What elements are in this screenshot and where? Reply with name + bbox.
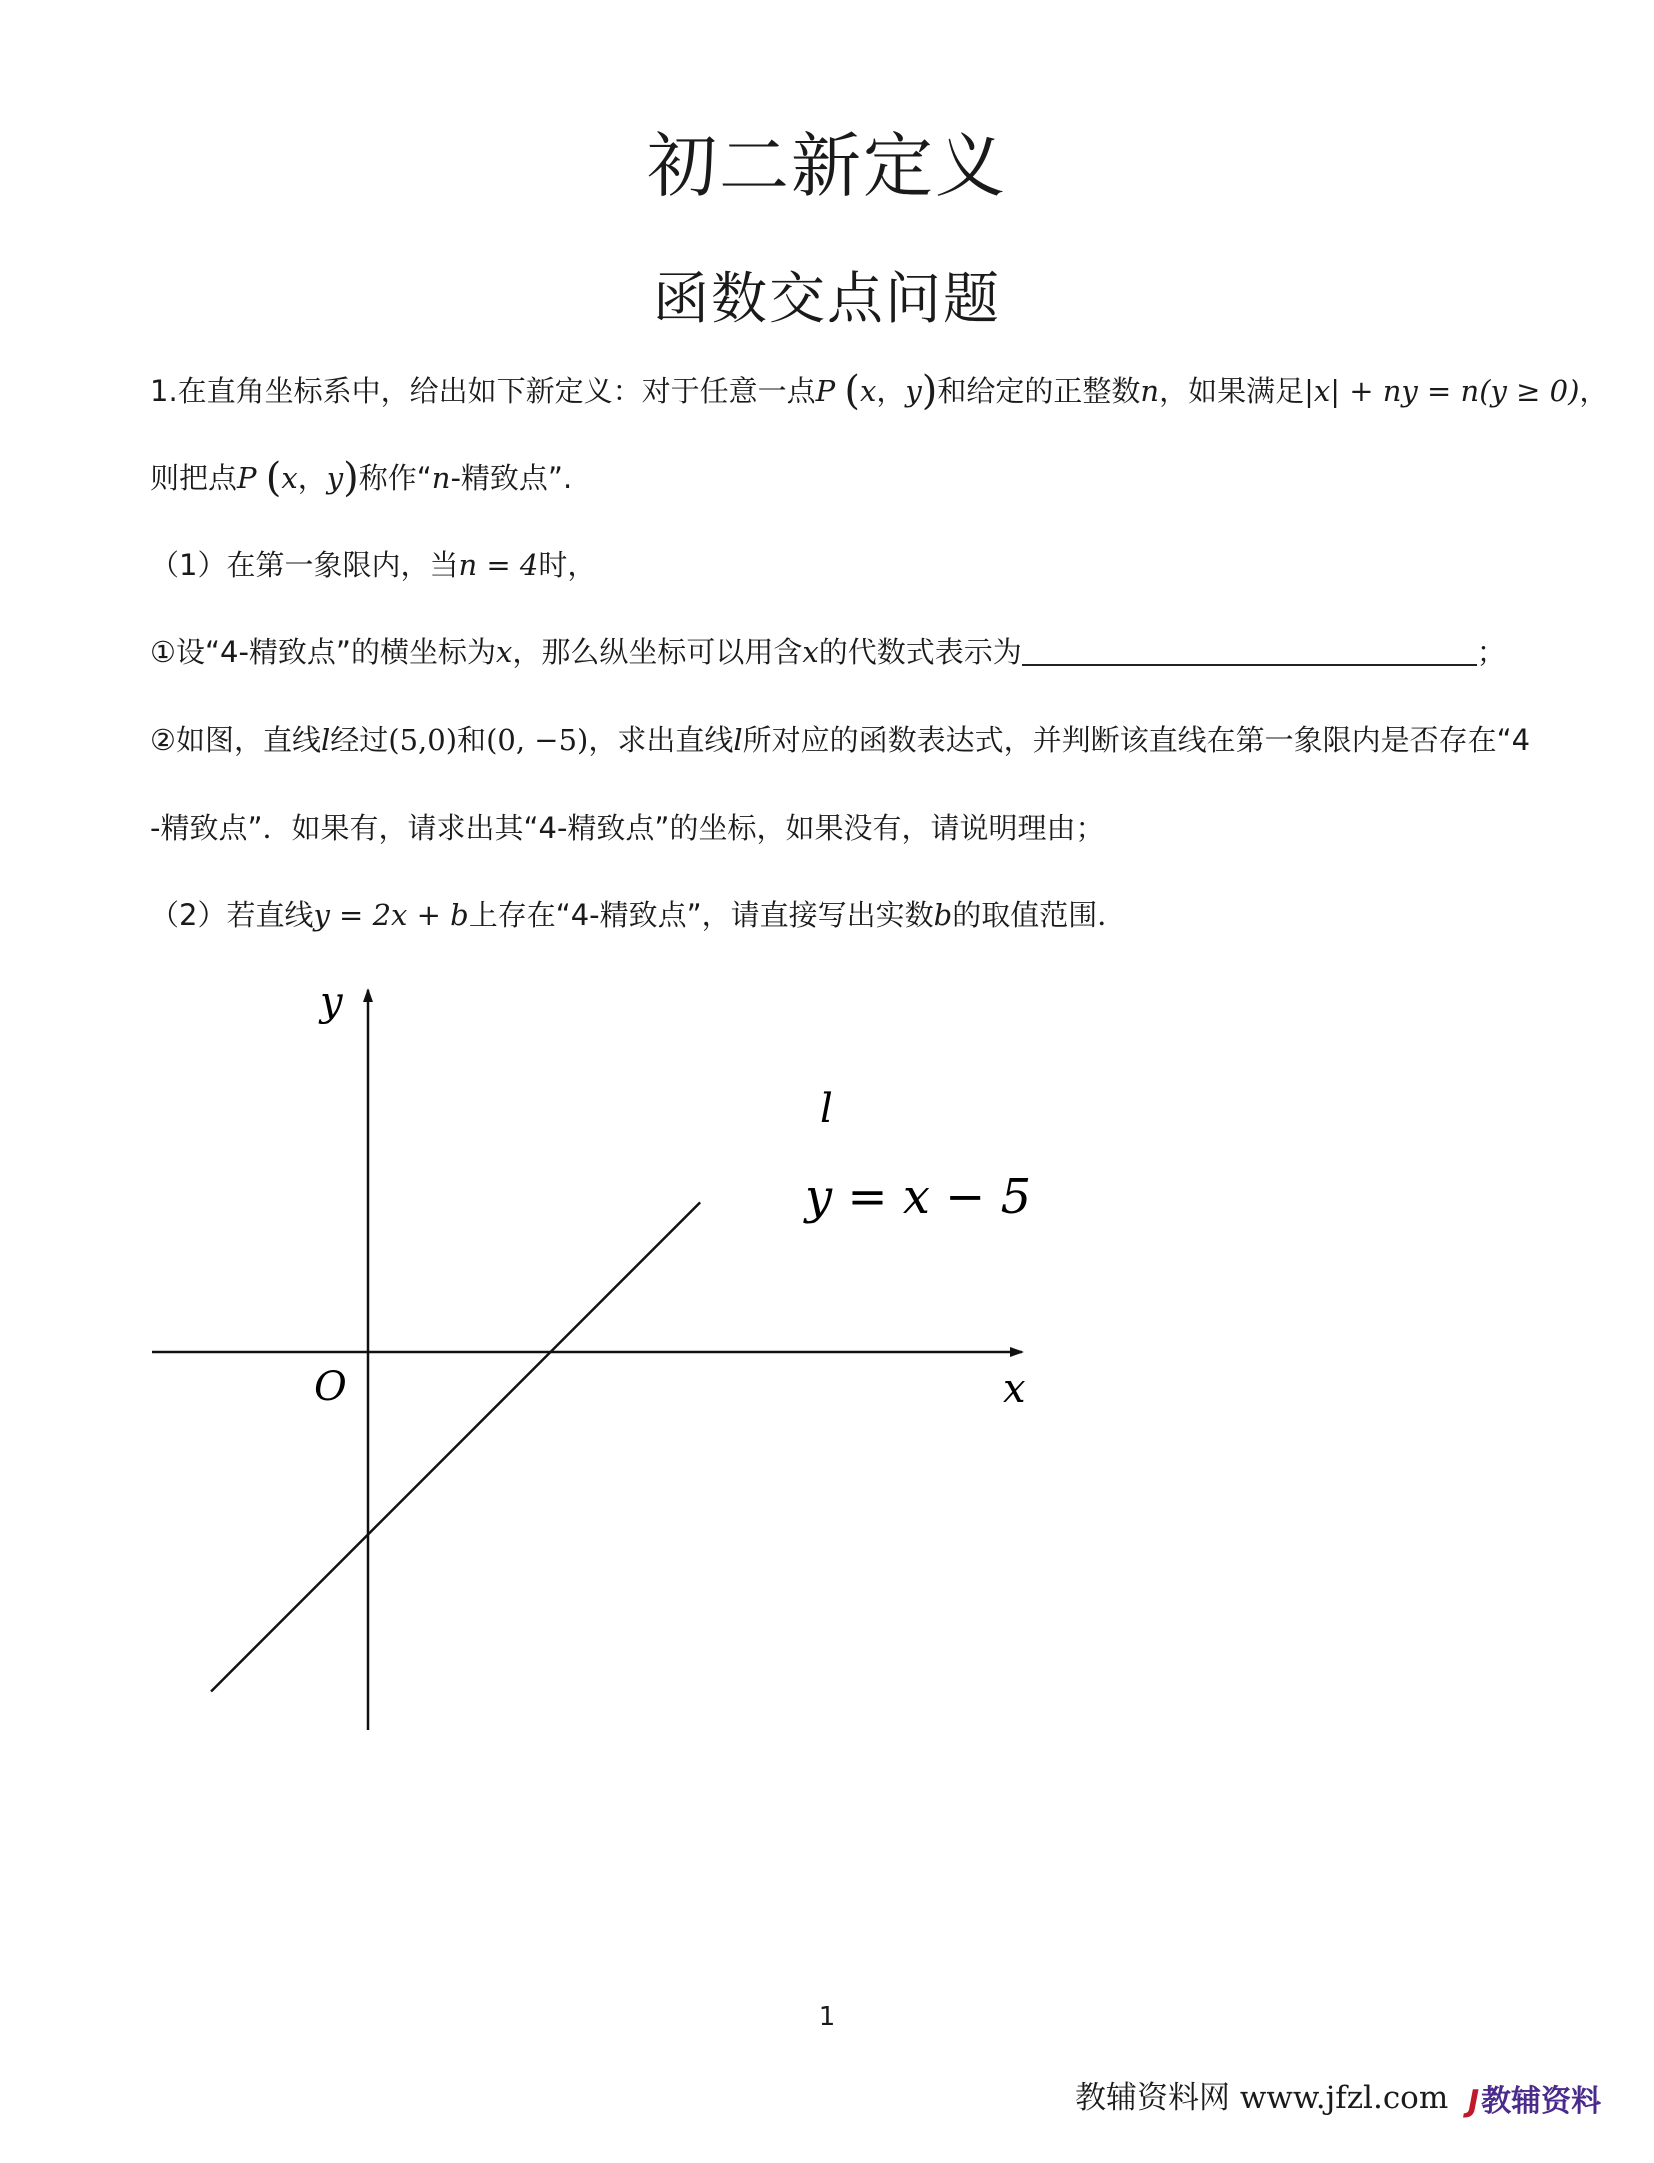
- paren: ): [921, 368, 938, 414]
- text-seg: 1.在直角坐标系中，给出如下新定义：对于任意一点: [150, 374, 816, 408]
- logo-icon: J: [1468, 2084, 1480, 2119]
- math-l: l: [321, 723, 331, 757]
- text-seg: 经过: [330, 723, 389, 757]
- line-name-label: l: [820, 1086, 833, 1132]
- page-number: 1: [818, 2002, 836, 2032]
- math-l: l: [733, 723, 743, 757]
- math-point: (5,0): [388, 723, 458, 757]
- math-n: n: [1140, 374, 1160, 408]
- math-x: x: [802, 635, 819, 669]
- math-x: x: [860, 374, 877, 408]
- math-x: x: [281, 461, 298, 495]
- text-seg: 则把点: [150, 461, 238, 495]
- page-title: 初二新定义: [647, 125, 1007, 207]
- math-y: y: [905, 374, 922, 408]
- sep: ，: [876, 374, 906, 408]
- page-subtitle: 函数交点问题: [653, 267, 1001, 332]
- line-l: [211, 1202, 700, 1691]
- text-seg: -精致点”．如果有，请求出其“4-精致点”的坐标，如果没有，请说明理由；: [150, 811, 1105, 845]
- logo-text: 教辅资料: [1481, 2084, 1602, 2119]
- footer-logo: [1468, 2076, 1601, 2120]
- text-seg: ，: [1579, 374, 1609, 408]
- math-point-p: P: [237, 461, 257, 495]
- text-seg: ，那么纵坐标可以用含: [512, 635, 803, 669]
- paren: (: [844, 368, 861, 414]
- text-seg: ，求出直线: [588, 723, 734, 757]
- math-x: x: [495, 635, 513, 669]
- math-n: n: [431, 461, 451, 495]
- text-seg: ，如果满足: [1159, 374, 1305, 408]
- text-seg: 称作“: [358, 461, 432, 495]
- text-seg: 和: [457, 723, 487, 757]
- y-axis-label: y: [320, 979, 343, 1025]
- math-y: y: [326, 461, 344, 495]
- line-equation-label: y = x − 5: [805, 1169, 1032, 1225]
- sep: ，: [297, 461, 327, 495]
- text-seg: 的代数式表示为: [818, 635, 1022, 669]
- text-seg: （2）若直线: [150, 898, 314, 932]
- math-line-eq: y = 2x + b: [313, 898, 469, 932]
- paren: (: [265, 455, 282, 501]
- text-seg: -精致点”.: [450, 461, 573, 495]
- text-seg: 上存在“4-精致点”，请直接写出实数: [468, 898, 934, 932]
- text-seg: 和给定的正整数: [937, 374, 1141, 408]
- text-seg: 时，: [538, 548, 597, 582]
- text-seg: ②如图，直线: [150, 723, 321, 757]
- math-n-eq-4: n = 4: [458, 548, 539, 582]
- math-point: (0, −5): [486, 723, 589, 757]
- math-point-p: P: [815, 374, 836, 408]
- x-axis-label: x: [1003, 1366, 1026, 1412]
- text-seg: 的取值范围．: [952, 898, 1127, 932]
- origin-label: O: [314, 1364, 347, 1410]
- text-seg: （1）在第一象限内，当: [150, 548, 459, 582]
- text-seg: ①设“4-精致点”的横坐标为: [150, 635, 496, 669]
- text-seg: 所对应的函数表达式，并判断该直线在第一象限内是否存在“4: [742, 723, 1531, 757]
- math-b: b: [933, 898, 953, 932]
- math-condition: |x| + ny = n(y ≥ 0): [1304, 374, 1580, 408]
- paren: ): [343, 455, 359, 501]
- text-seg: ；: [1476, 635, 1506, 669]
- footer-site-text: 教辅资料网 www.jfzl.com: [1075, 2080, 1449, 2116]
